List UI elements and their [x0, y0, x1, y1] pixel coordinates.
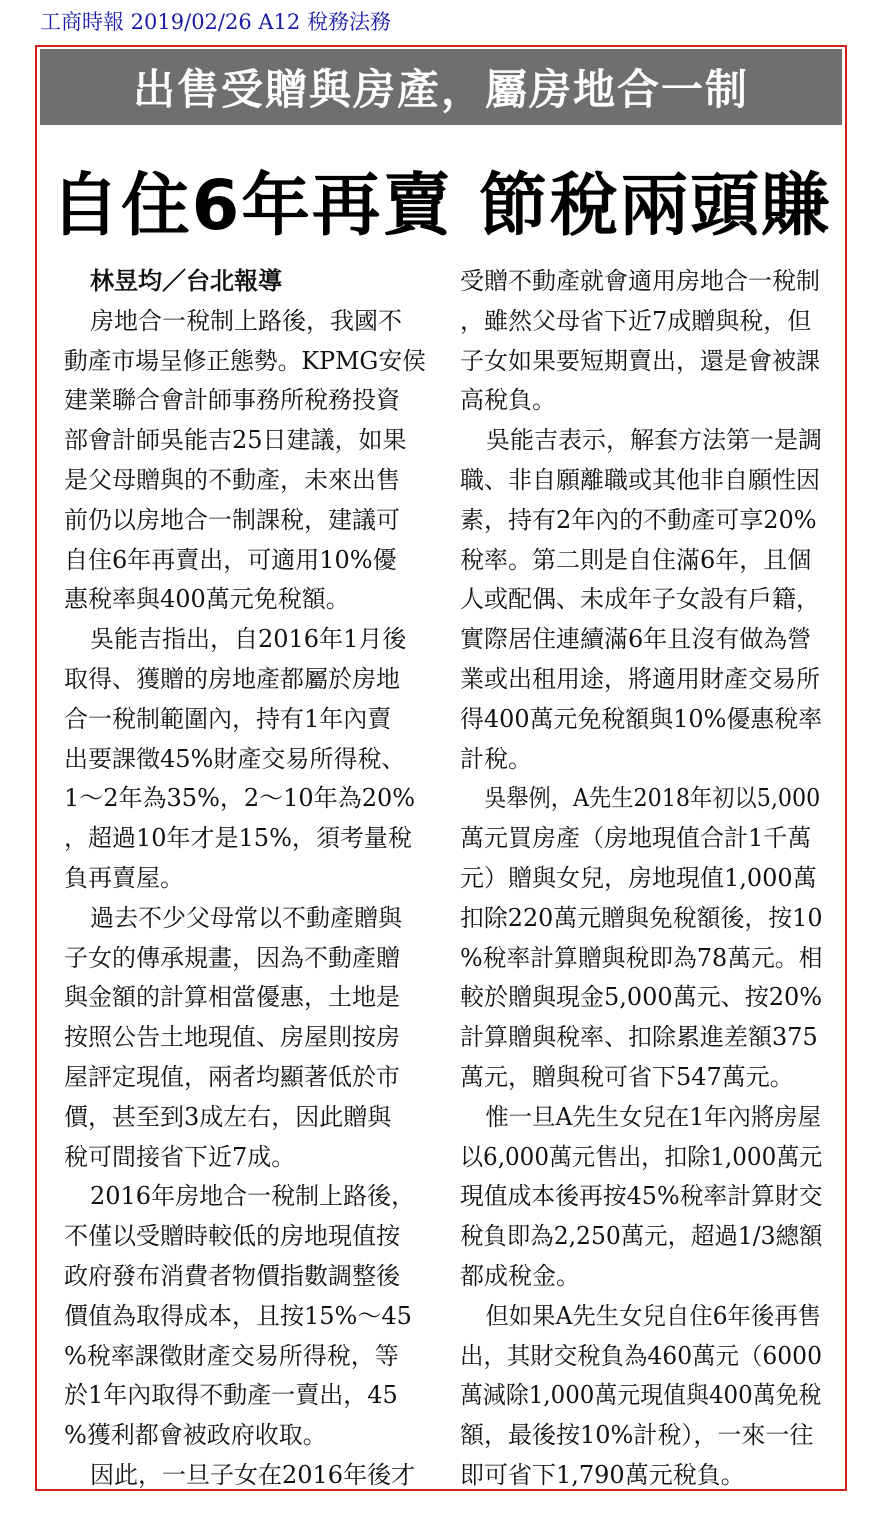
- text-line: 子女的傳承規畫，因為不動產贈: [64, 943, 400, 972]
- text-line: 萬元買房產（房地現值合計1千萬: [460, 824, 812, 853]
- text-line: 1～2年為35%，2～10年為20%: [64, 784, 416, 813]
- text-line: 萬元，贈與稅可省下547萬元。: [460, 1062, 794, 1091]
- text-line: 惟一旦A先生女兒在1年內將房屋: [485, 1102, 821, 1131]
- text-line: 負再賣屋。: [64, 863, 184, 892]
- text-line: 政府發布消費者物價指數調整後: [64, 1261, 400, 1290]
- text-line: 部會計師吳能吉25日建議，如果: [64, 426, 407, 455]
- text-line: 吳舉例，A先生2018年初以5,000: [484, 784, 821, 813]
- text-line: 2016年房地合一稅制上路後，: [90, 1182, 416, 1211]
- text-line: %稅率計算贈與稅即為78萬元。相: [460, 943, 823, 972]
- text-line: 扣除220萬元贈與免稅額後，按10: [460, 903, 823, 932]
- text-line: 萬減除1,000萬元現值與400萬免稅: [460, 1381, 822, 1410]
- text-line: 稅負即為2,250萬元，超過1/3總額: [460, 1222, 823, 1251]
- text-line: 出要課徵45%財產交易所得稅、: [64, 744, 406, 773]
- text-line: 前仍以房地合一制課稅，建議可: [64, 505, 400, 534]
- text-line: 元）贈與女兒，房地現值1,000萬: [460, 863, 817, 892]
- text-line: %稅率課徵財產交易所得稅，等: [64, 1341, 399, 1370]
- text-line: 素，持有2年內的不動產可享20%: [460, 505, 817, 534]
- text-line: 出，其財交稅負為460萬元（6000: [460, 1341, 822, 1370]
- text-line: 稅率。第二則是自住滿6年，且個: [460, 545, 812, 574]
- text-line: 過去不少父母常以不動產贈與: [90, 903, 402, 932]
- text-line: 職、非自願離職或其他非自願性因: [460, 465, 820, 494]
- text-line: 額，最後按10%計稅），一來一往: [460, 1421, 814, 1450]
- text-line: 動產市場呈修正態勢。KPMG安侯: [64, 346, 426, 375]
- text-line: 是父母贈與的不動產，未來出售: [64, 465, 400, 494]
- byline: 林昱均／台北報導: [90, 267, 282, 295]
- text-line: ，雖然父母省下近7成贈與稅，但: [460, 306, 812, 335]
- text-line: 即可省下1,790萬元稅負。: [460, 1460, 745, 1489]
- text-line: 受贈不動產就會適用房地合一稅制: [460, 267, 820, 295]
- text-line: 計算贈與稅率、扣除累進差額375: [460, 1023, 818, 1052]
- text-line: 自住6年再賣出，可適用10%優: [64, 545, 397, 574]
- banner: [40, 49, 842, 125]
- text-line: 合一稅制範圍內，持有1年內賣: [64, 704, 392, 733]
- text-line: 按照公告土地現值、房屋則按房: [64, 1023, 400, 1052]
- headline: 自住6年再賣 節稅兩頭賺: [50, 166, 832, 246]
- source-line: 工商時報 2019/02/26 A12 稅務法務: [40, 10, 391, 34]
- text-line: 業或出租用途，將適用財產交易所: [460, 664, 820, 693]
- text-line: 子女如果要短期賣出，還是會被課: [460, 346, 820, 375]
- text-line: 取得、獲贈的房地產都屬於房地: [64, 664, 400, 693]
- text-line: 不僅以受贈時較低的房地現值按: [64, 1222, 400, 1251]
- text-line: 與金額的計算相當優惠，土地是: [64, 983, 400, 1012]
- text-line: 惠稅率與400萬元免稅額。: [64, 585, 350, 614]
- text-line: 因此，一旦子女在2016年後才: [90, 1460, 416, 1489]
- text-line: 以6,000萬元售出，扣除1,000萬元: [460, 1142, 823, 1171]
- text-line: 現值成本後再按45%稅率計算財交: [460, 1182, 823, 1211]
- text-line: 都成稅金。: [460, 1261, 580, 1290]
- text-line: 吳能吉指出，自2016年1月後: [90, 625, 407, 654]
- text-line: %獲利都會被政府收取。: [64, 1421, 327, 1450]
- text-line: 於1年內取得不動產一賣出，45: [64, 1381, 398, 1410]
- text-line: 稅可間接省下近7成。: [64, 1142, 296, 1171]
- text-line: 實際居住連續滿6年且沒有做為營: [460, 625, 812, 654]
- column-right: [460, 262, 822, 1496]
- text-line: 吳能吉表示，解套方法第一是調: [486, 426, 822, 455]
- text-line: 價值為取得成本，且按15%～45: [64, 1301, 412, 1330]
- text-line: 得400萬元免稅額與10%優惠稅率: [460, 704, 823, 733]
- text-line: 建業聯合會計師事務所稅務投資: [64, 386, 400, 415]
- text-line: 高稅負。: [460, 386, 556, 415]
- text-line: 屋評定現值，兩者均顯著低於市: [64, 1062, 400, 1091]
- text-line: 房地合一稅制上路後，我國不: [90, 306, 402, 335]
- text-line: 人或配偶、未成年子女設有戶籍，: [460, 585, 820, 614]
- banner-title: 出售受贈與房產，屬房地合一制: [132, 65, 749, 114]
- column-left: [64, 262, 426, 1496]
- text-line: 計稅。: [460, 744, 532, 773]
- text-line: 較於贈與現金5,000萬元、按20%: [460, 983, 823, 1012]
- text-line: ，超過10年才是15%，須考量稅: [64, 824, 412, 853]
- text-line: 但如果A先生女兒自住6年後再售: [485, 1301, 821, 1330]
- text-line: 價，甚至到3成左右，因此贈與: [64, 1102, 392, 1131]
